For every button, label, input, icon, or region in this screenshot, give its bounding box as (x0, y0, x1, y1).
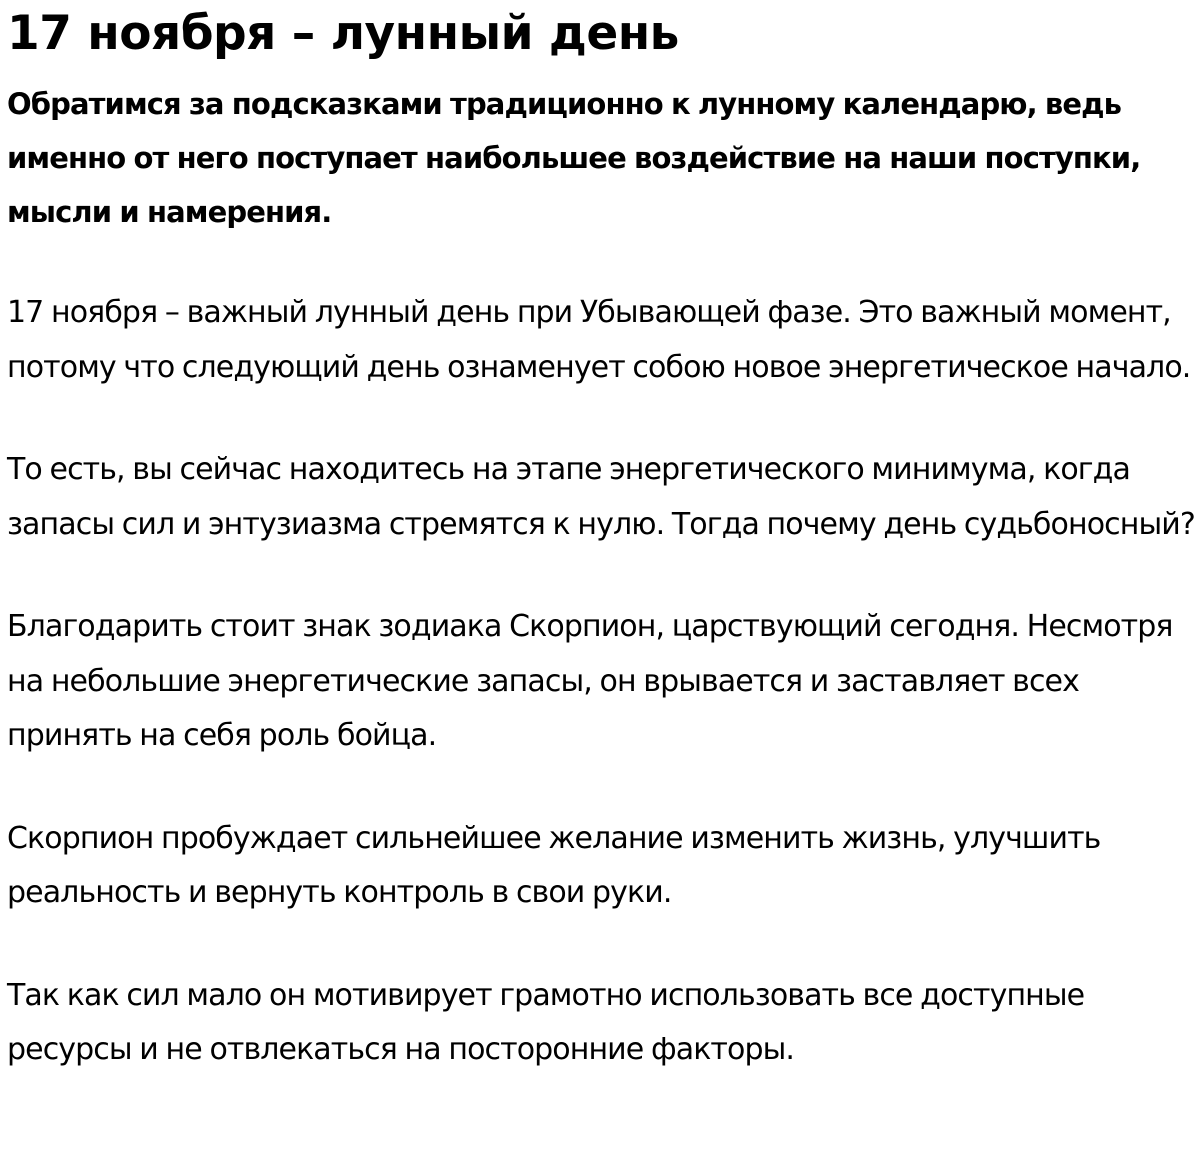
article-title: 17 ноября – лунный день (7, 6, 679, 61)
article-paragraph: Так как сил мало он мотивирует грамотно использовать все доступные ресурсы и не отвлекаться на посторонние факторы. (7, 977, 1085, 1067)
article-paragraph: То есть, вы сейчас находитесь на этапе энергетического минимума, когда запасы сил и энтузиазма стремятся к нулю. Тогда почему день судьбоносный? (7, 452, 1195, 542)
article-paragraph: Скорпион пробуждает сильнейшее желание изменить жизнь, улучшить реальность и вернуть контроль в свои руки. (7, 820, 1101, 910)
article-paragraph: Благодарить стоит знак зодиака Скорпион, царствующий сегодня. Несмотря на небольшие энергетические запасы, он врывается и заставляет всех принять на себя роль бойца. (7, 609, 1173, 753)
article-paragraph: 17 ноября – важный лунный день при Убывающей фазе. Это важный момент, потому что следующий день ознаменует собою новое энергетическое начало. (7, 295, 1191, 385)
article-lead: Обратимся за подсказками традиционно к лунному календарю, ведь именно от него поступает наибольшее воздействие на наши поступки, мысли и намерения. (7, 87, 1141, 229)
